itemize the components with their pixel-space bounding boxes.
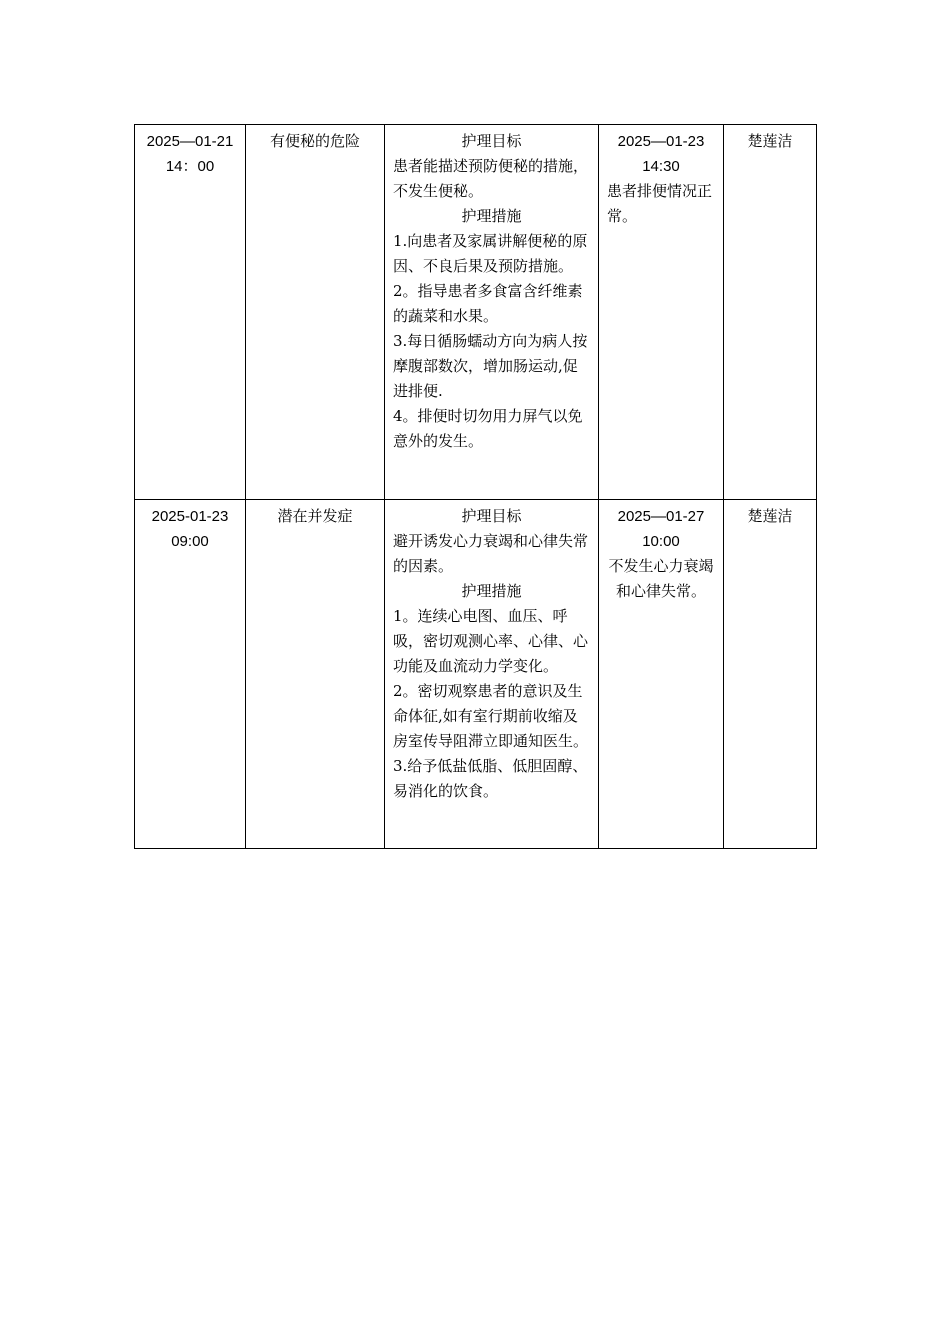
goal-text: 避开诱发心力衰竭和心律失常的因素。 <box>393 532 589 575</box>
measure-item: 2。指导患者多食富含纤维素的蔬菜和水果。 <box>393 282 583 325</box>
table-row <box>135 125 817 500</box>
evaluation-date: 2025—01-27 <box>617 508 705 525</box>
goal-heading: 护理目标 <box>461 507 522 525</box>
evaluation-time: 10:00 <box>642 533 680 550</box>
evaluation-text: 患者排便情况正常。 <box>607 182 713 225</box>
table-row <box>135 500 817 849</box>
nursing-care-table <box>134 124 817 849</box>
record-date: 2025—01-21 <box>146 133 234 150</box>
measure-item: 4。排便时切勿用力屏气以免意外的发生。 <box>393 407 583 450</box>
nursing-problem: 有便秘的危险 <box>246 125 385 500</box>
goal-heading: 护理目标 <box>461 132 522 150</box>
nursing-problem: 潜在并发症 <box>246 500 385 849</box>
measures-heading: 护理措施 <box>461 582 522 600</box>
evaluation-cell <box>599 500 724 849</box>
measure-item: 3.给予低盐低脂、低胆固醇、易消化的饮食。 <box>393 757 588 800</box>
measure-item: 1。连续心电图、血压、呼吸，密切观测心率、心律、心功能及血流动力学变化。 <box>393 607 589 675</box>
measure-item: 3.每日循肠蠕动方向为病人按摩腹部数次，增加肠运动,促进排便. <box>393 332 588 400</box>
evaluation-time: 14:30 <box>642 158 680 175</box>
nurse-signature: 楚莲洁 <box>724 500 817 849</box>
evaluation-text: 不发生心力衰竭和心律失常。 <box>608 557 714 600</box>
record-date-cell <box>135 125 246 500</box>
record-time: 09:00 <box>171 533 209 550</box>
goal-text: 患者能描述预防便秘的措施，不发生便秘。 <box>393 157 589 200</box>
measure-item: 2。密切观察患者的意识及生命体征,如有室行期前收缩及房室传导阻滞立即通知医生。 <box>393 682 589 750</box>
nurse-signature: 楚莲洁 <box>724 125 817 500</box>
goal-measures-cell <box>385 125 599 500</box>
measures-heading: 护理措施 <box>461 207 522 225</box>
evaluation-cell <box>599 125 724 500</box>
record-date: 2025-01-23 <box>151 508 229 525</box>
evaluation-date: 2025—01-23 <box>617 133 705 150</box>
record-time: 14：00 <box>165 158 215 175</box>
goal-measures-cell <box>385 500 599 849</box>
measure-item: 1.向患者及家属讲解便秘的原因、不良后果及预防措施。 <box>393 232 588 275</box>
record-date-cell <box>135 500 246 849</box>
